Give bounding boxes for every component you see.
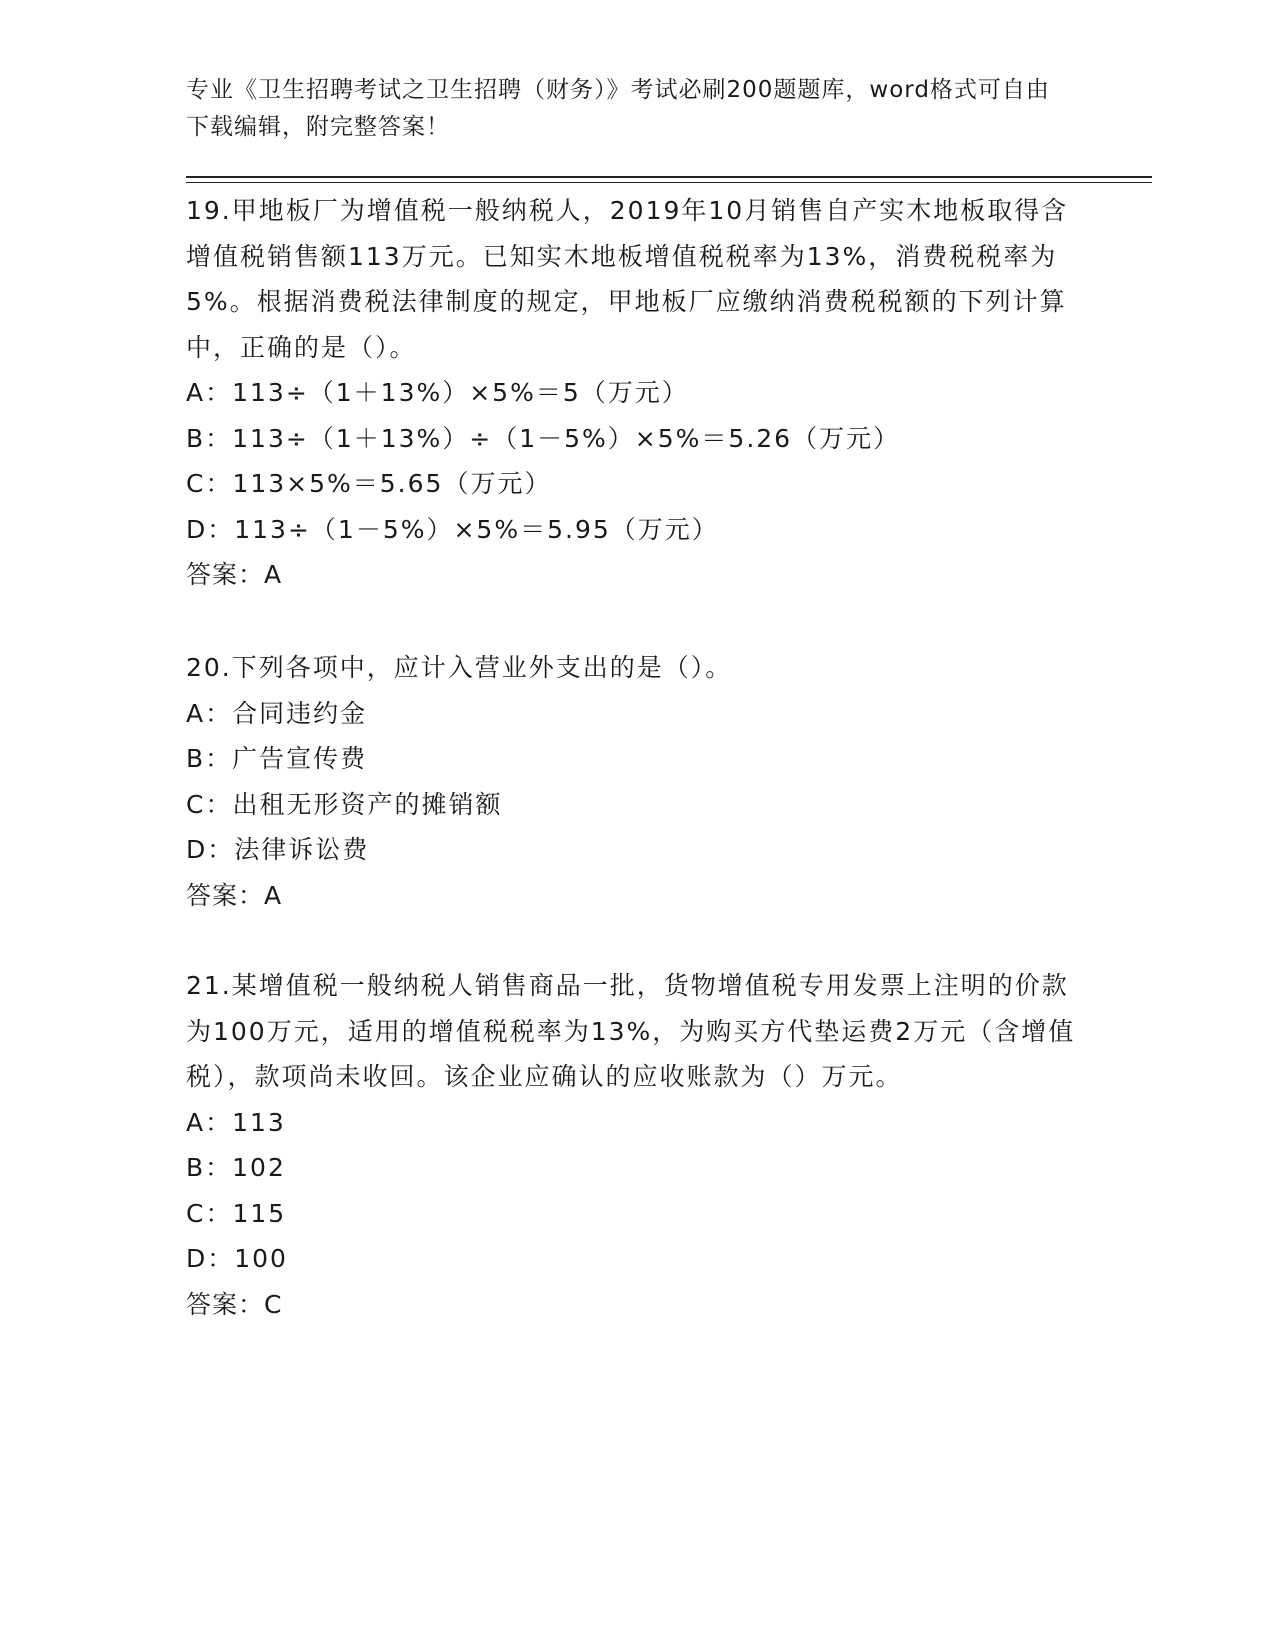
option-a: A：113: [186, 1107, 286, 1137]
option-c: C：出租无形资产的摊销额: [186, 789, 503, 819]
answer: 答案：A: [186, 880, 283, 910]
option-d: D：法律诉讼费: [186, 835, 370, 864]
answer: 答案：C: [186, 1289, 283, 1319]
option-c: C：115: [186, 1198, 287, 1228]
answer: 答案：A: [186, 560, 283, 589]
option-d: D：100: [186, 1244, 288, 1273]
header-divider-thin: [186, 182, 1152, 183]
header-divider: [186, 176, 1152, 178]
option-b: B：113÷（1＋13%）÷（1－5%）×5%＝5.26（万元）: [186, 423, 901, 453]
option-d: D：113÷（1－5%）×5%＝5.95（万元）: [186, 514, 719, 544]
question-stem: 21.某增值税一般纳税人销售商品一批，货物增值税专用发票上注明的价款为100万元，适用的增值税税率为13%，为购买方代垫运费2万元（含增值税），款项尚未收回。该企业应确认的应收账款为（）万元。: [186, 971, 1076, 1091]
question-stem: 19.甲地板厂为增值税一般纳税人，2019年10月销售自产实木地板取得含增值税销售额113万元。已知实木地板增值税税率为13%，消费税税率为5%。根据消费税法律制度的规定，甲地板厂应缴纳消费税税额的下列计算中，正确的是（）。: [186, 196, 1069, 362]
option-b: B：102: [186, 1153, 286, 1182]
question-20: [186, 645, 1086, 918]
question-19: [186, 188, 1086, 598]
question-stem: 20.下列各项中，应计入营业外支出的是（）。: [186, 653, 733, 682]
question-21: [186, 963, 1086, 1327]
option-a: A：113÷（1＋13%）×5%＝5（万元）: [186, 378, 689, 407]
page-header: 专业《卫生招聘考试之卫生招聘（财务）》考试必刷200题题库，word格式可自由下载编辑，附完整答案！: [186, 77, 1050, 140]
option-a: A：合同违约金: [186, 698, 368, 728]
option-b: B：广告宣传费: [186, 744, 368, 773]
option-c: C：113×5%＝5.65（万元）: [186, 469, 552, 498]
